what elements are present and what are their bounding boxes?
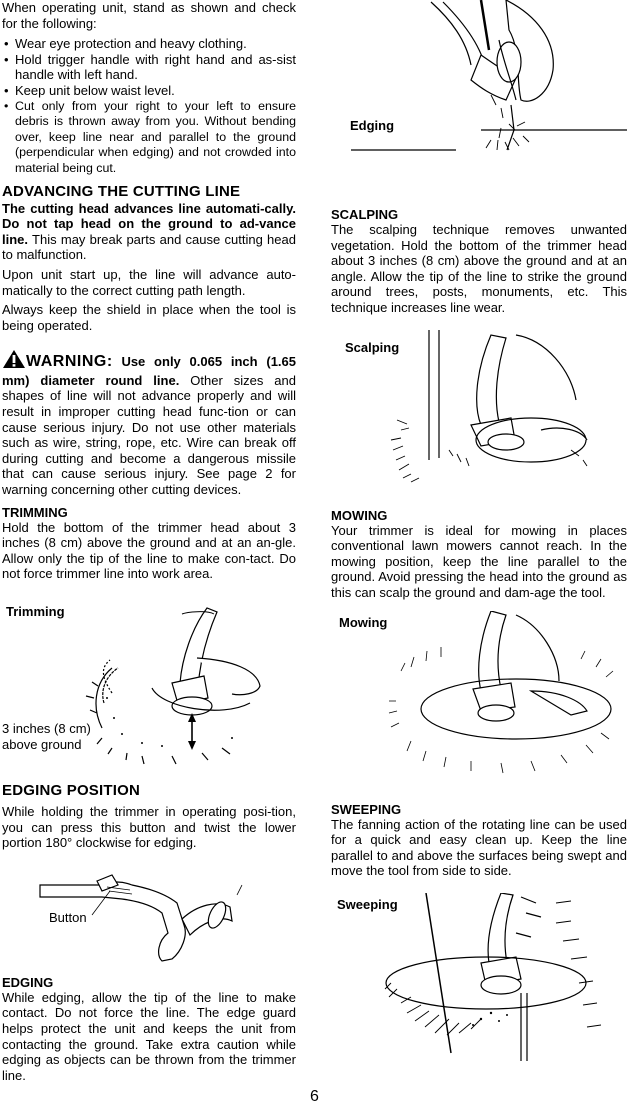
trimming-text: Hold the bottom of the trimmer head about 3 inches (8 cm) above the ground and at an an-gle. Allow only the tip of the line to make con-tact. Do not force trimmer line into work area. [2, 519, 296, 582]
advancing-paragraph-2: Upon unit start up, the line will advance auto-matically to the correct cutting path length. [2, 266, 296, 298]
trimming-figure-label: Trimming [6, 604, 65, 619]
right-column [331, 0, 627, 1073]
bullet-item: • Keep unit below waist level. [2, 83, 296, 99]
edging-figure-label: Edging [350, 118, 395, 133]
bullet-item: • Wear eye protection and heavy clothing. [2, 36, 296, 52]
edging-position-heading: EDGING POSITION [2, 782, 141, 799]
advancing-text: This may break parts and cause cutting head to malfunction. [2, 231, 296, 263]
scalping-figure [331, 330, 627, 510]
mowing-heading: MOWING [331, 507, 388, 523]
mowing-figure-label: Mowing [339, 614, 388, 630]
trimming-figure [2, 598, 296, 776]
advancing-paragraph-3: Always keep the shield in place when the tool is being operated. [2, 302, 296, 333]
scalping-heading: SCALPING [331, 207, 399, 222]
edging-position-text: While holding the trimmer in operating posi-tion, you can press this button and twist the lower portion 180° clockwise for edging. [2, 804, 296, 851]
sweeping-figure [331, 893, 627, 1073]
scalping-illustration [331, 330, 627, 510]
edging-text: While edging, allow the tip of the line to make contact. Do not force the line. The edge guard helps protect the unit and keeps the unit from contacting the ground. Take extra caution while edging as objects can be thrown from the trimmer line. [2, 989, 296, 1083]
page-number: 6 [310, 1088, 319, 1105]
edging-position-illustration [2, 855, 296, 975]
edging-heading: EDGING [2, 974, 54, 990]
sweeping-illustration [331, 893, 627, 1073]
warning-text: Other sizes and shapes of line will not advance properly and will result in improper cutting head func-tion or can cause serious injury. Do not use other materials such as wire, string, rope, etc. Wire can break off during cutting and become a dangerous missile that can cause serious injury. See page 2 for warning concerning other cutting devices. [2, 372, 296, 498]
edging-figure [331, 0, 627, 200]
edging-illustration [331, 0, 627, 200]
button-label: Button [49, 909, 87, 925]
trimming-heading: TRIMMING [2, 504, 68, 520]
bullet-item: • Cut only from your right to your left to ensure debris is thrown away from you. Without bending over, keep line near and parallel to the ground (perpendicular when edging) and not crowded into material being cut. [2, 99, 296, 177]
trimming-caption-line-2: above ground [2, 737, 82, 752]
warning-title: WARNING: [26, 353, 113, 371]
warning-bold-text: Use only 0.065 inch (1.65 mm) diameter round line. [2, 354, 296, 388]
left-column [2, 0, 296, 1083]
sweeping-figure-label: Sweeping [337, 896, 398, 912]
advancing-heading: ADVANCING THE CUTTING LINE [2, 182, 241, 200]
mowing-illustration [331, 611, 627, 798]
intro-text: When operating unit, stand as shown and check for the following: [2, 0, 296, 31]
advancing-paragraph [2, 201, 296, 263]
mowing-text: Your trimmer is ideal for mowing in places conventional lawn mowers cannot reach. In the mowing position, keep the line parallel to the ground. Avoid pressing the head into the ground as this can scalp the ground and dam-age the tool. [331, 522, 627, 600]
trimming-caption-line-1: 3 inches (8 cm) [2, 721, 91, 736]
safety-bullet-list [2, 36, 296, 176]
bullet-item: • Hold trigger handle with right hand and as-sist handle with left hand. [2, 52, 296, 83]
warning-paragraph [2, 349, 296, 497]
sweeping-text: The fanning action of the rotating line can be used for a quick and easy clean up. Keep the line parallel to and above the surfaces being swept and move the tool from side to side. [331, 816, 627, 879]
scalping-figure-label: Scalping [345, 339, 400, 355]
warning-icon [2, 349, 26, 373]
mowing-figure [331, 611, 627, 798]
scalping-text: The scalping technique removes unwanted vegetation. Hold the bottom of the trimmer head about 3 inches (8 cm) above the ground and at an angle. Allow the tip of the line to strike the ground around trees, posts, monuments, etc. This technique increases line wear. [331, 222, 627, 315]
sweeping-heading: SWEEPING [331, 801, 402, 817]
advancing-bold-text: The cutting head advances line automati-cally. Do not tap head on the ground to ad-vance line. [2, 200, 296, 247]
edging-position-figure [2, 855, 296, 975]
